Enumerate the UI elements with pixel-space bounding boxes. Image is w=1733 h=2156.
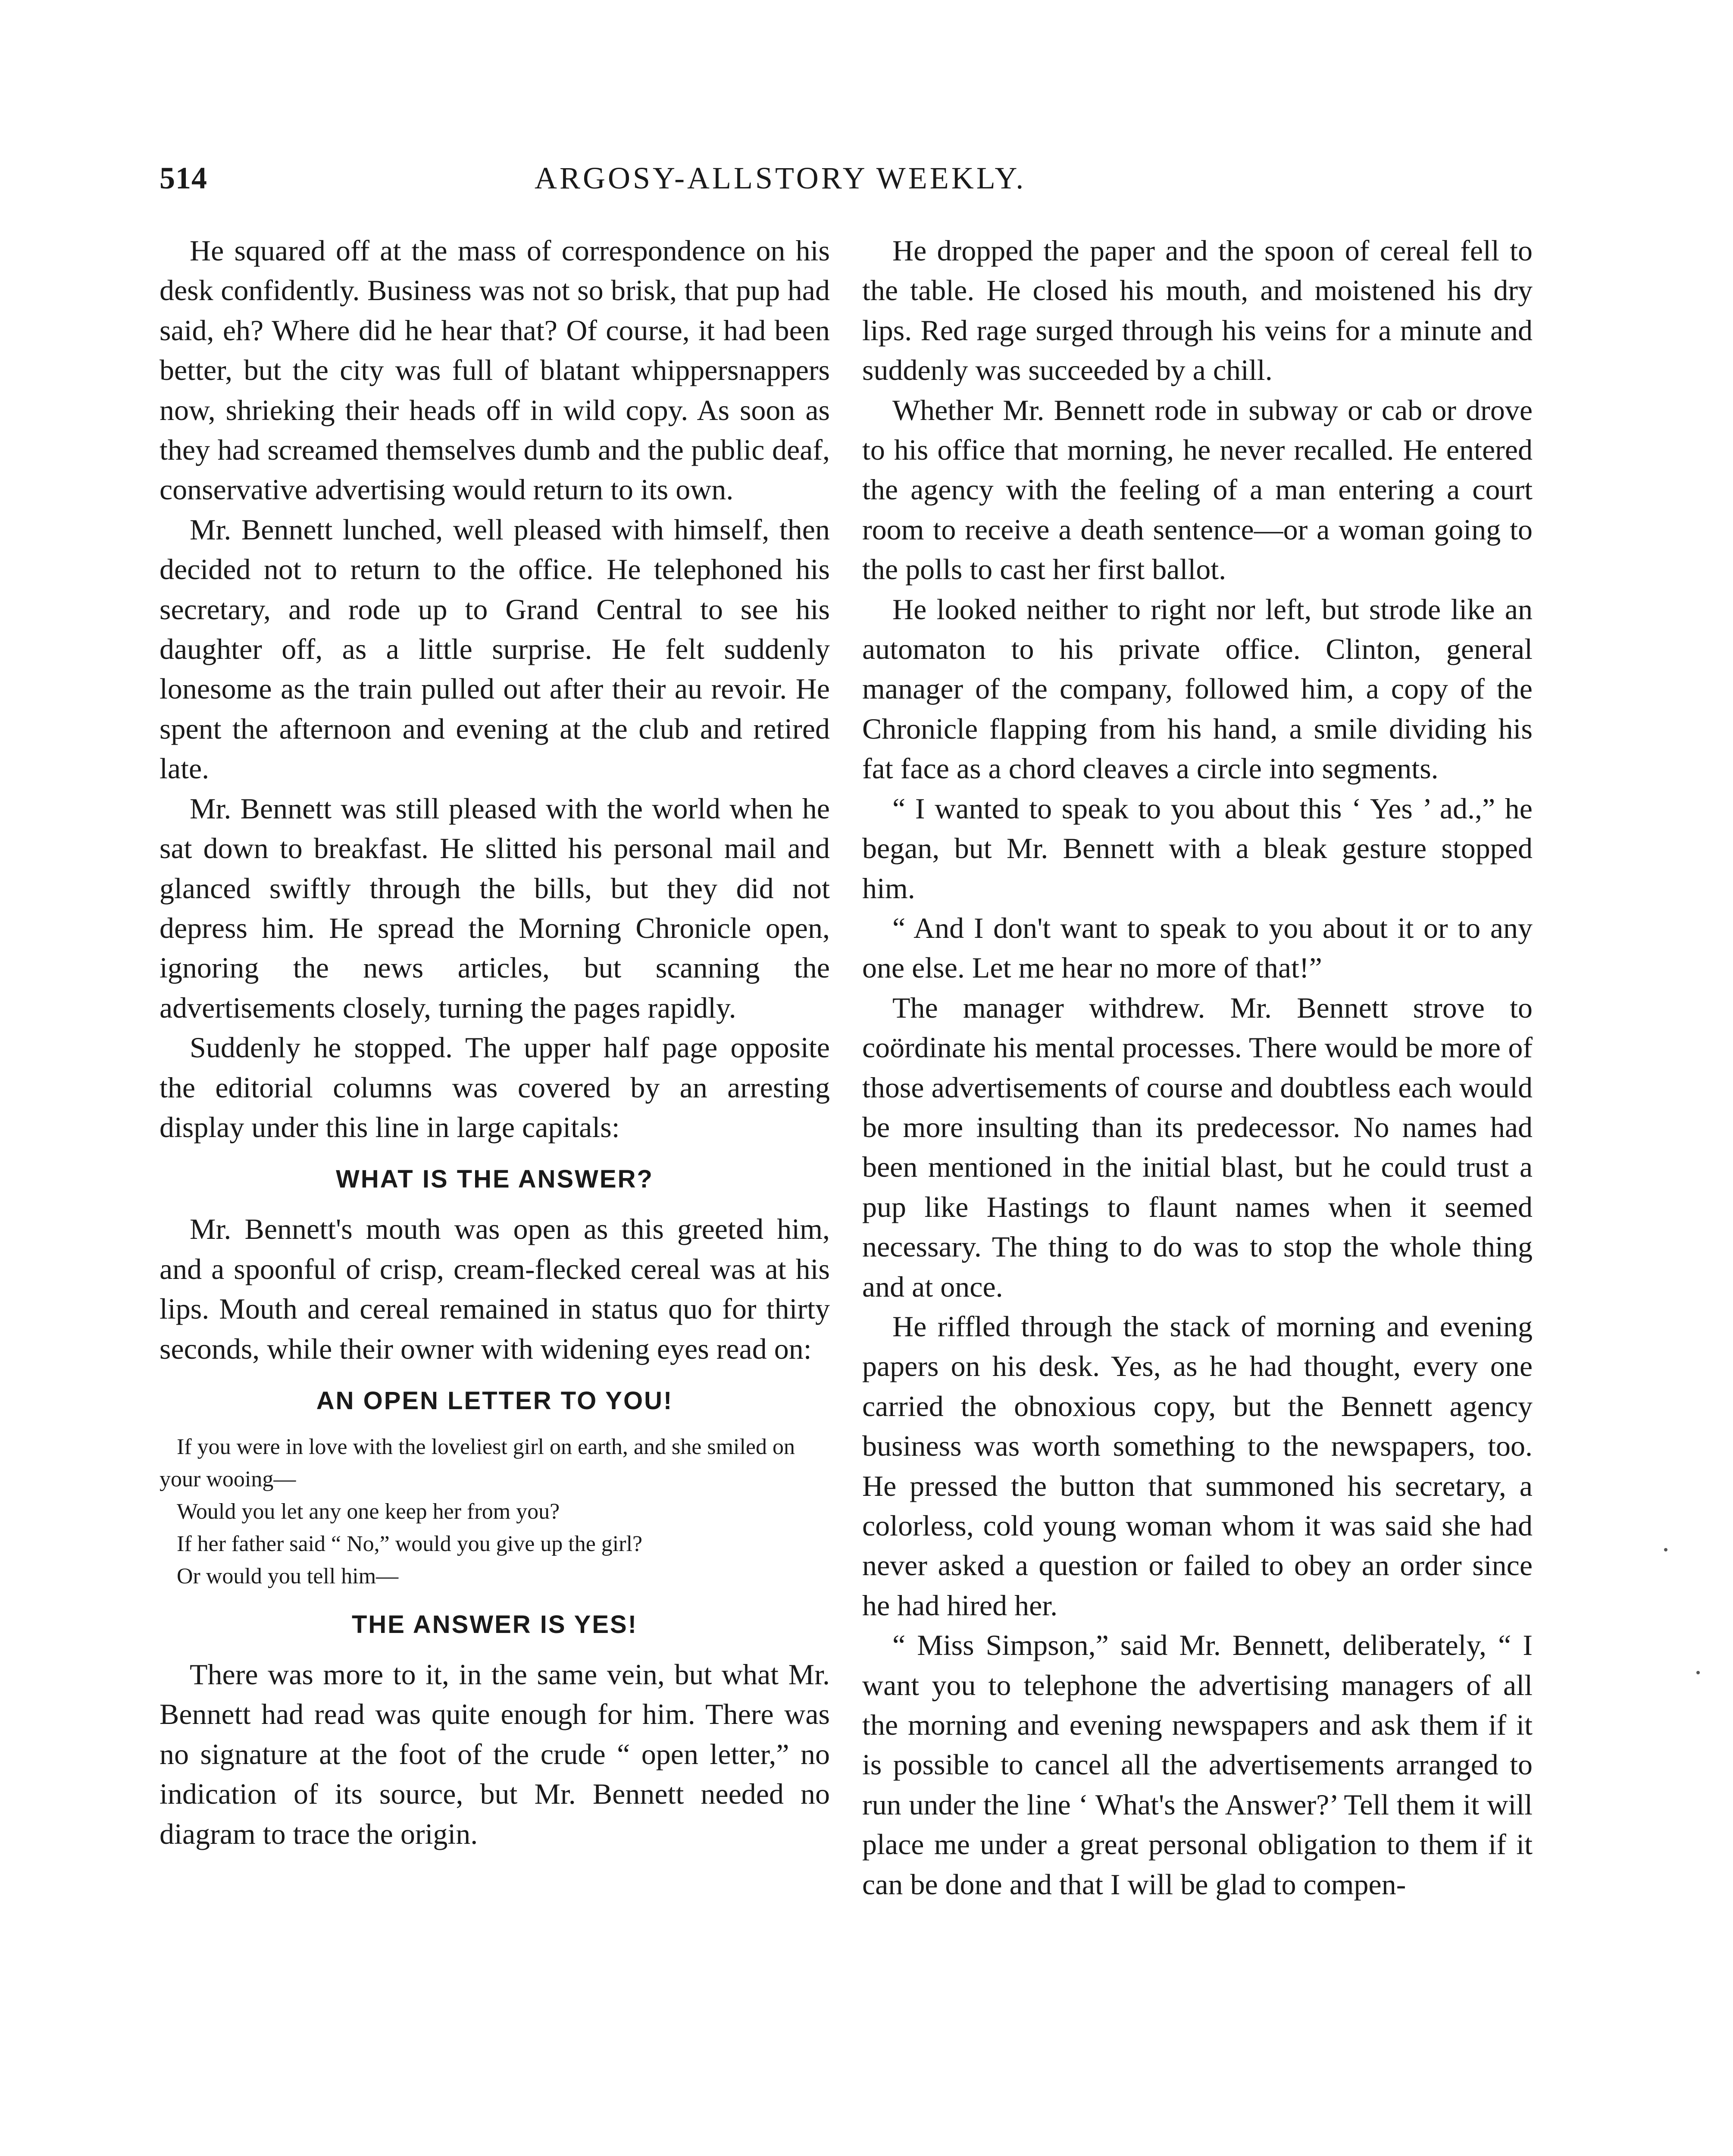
paragraph: Mr. Bennett was still pleased with the world when he sat down to breakfast. He slitted his personal mail and glanced swiftly through the bills, but they did not depress him. He spread the Morning Chronicle open, ignoring the news articles, but scanning the advertisements closely, turning the pages rapidly. [160, 792, 830, 1024]
paragraph: “ I wanted to speak to you about this ‘ Yes ’ ad.,” he began, but Mr. Bennett with a bleak gesture stopped him. [862, 792, 1533, 905]
right-column [862, 231, 1533, 1904]
letter-line: If you were in love with the loveliest girl on earth, and she smiled on your wooing— [160, 1434, 795, 1492]
open-letter-text [160, 1431, 830, 1592]
paragraph: Whether Mr. Bennett rode in subway or cab or drove to his office that morning, he never recalled. He entered the agency with the feeling of a man entering a court room to receive a death sentence—or a woman going to the polls to cast her first ballot. [862, 393, 1533, 586]
ad-heading-answer-is-yes: THE ANSWER IS YES! [351, 1610, 638, 1639]
paragraph: The manager withdrew. Mr. Bennett strove to coördinate his mental processes. There would be more of those advertisements of course and doubtless each would be more insulting than its predecessor. No names had been mentioned in the initial blast, but he could trust a pup like Hastings to flaunt names when it seemed necessary. The thing to do was to stop the whole thing and at once. [862, 991, 1533, 1303]
paragraph: “ Miss Simpson,” said Mr. Bennett, deliberately, “ I want you to telephone the advertising managers of all the morning and evening newspapers and ask them if it is possible to cancel all the advertisements arranged to run under the line ‘ What's the Answer?’ Tell them it will place me under a great personal obligation to them if it can be done and that I will be glad to compen- [862, 1629, 1533, 1901]
page-number: 514 [160, 161, 207, 195]
left-column [160, 231, 830, 1854]
paragraph: “ And I don't want to speak to you about it or to any one else. Let me hear no more of that!” [862, 911, 1533, 984]
paragraph: He dropped the paper and the spoon of cereal fell to the table. He closed his mouth, and moistened his dry lips. Red rage surged through his veins for a minute and suddenly was succeeded by a chill. [862, 234, 1533, 387]
ad-heading-open-letter: AN OPEN LETTER TO YOU! [316, 1386, 673, 1415]
running-title: ARGOSY-ALLSTORY WEEKLY. [535, 161, 1026, 195]
paragraph: Suddenly he stopped. The upper half page opposite the editorial columns was covered by an arresting display under this line in large capitals: [160, 1031, 830, 1144]
paragraph: Mr. Bennett's mouth was open as this greeted him, and a spoonful of crisp, cream-flecked cereal was at his lips. Mouth and cereal remained in status quo for thirty seconds, while their owner with widening eyes read on: [160, 1213, 830, 1365]
paragraph: He looked neither to right nor left, but strode like an automaton to his private office. Clinton, general manager of the company, followed him, a copy of the Chronicle flapping from his hand, a smile dividing his fat face as a chord cleaves a circle into segments. [862, 592, 1533, 785]
paragraph: He riffled through the stack of morning and evening papers on his desk. Yes, as he had thought, every one carried the obnoxious copy, but the Bennett agency business was worth something to the newspapers, too. He pressed the button that summoned his secretary, a colorless, cold young woman whom it was said she had never asked a question or failed to obey an order since he had hired her. [862, 1310, 1533, 1622]
ad-heading-what-is-the-answer: WHAT IS THE ANSWER? [336, 1165, 654, 1194]
paragraph: There was more to it, in the same vein, but what Mr. Bennett had read was quite enough for him. There was no signature at the foot of the crude “ open letter,” no indication of its source, but Mr. Bennett needed no diagram to trace the origin. [160, 1658, 830, 1850]
speck-mark [1696, 1671, 1700, 1674]
letter-line: Would you let any one keep her from you? [177, 1499, 560, 1524]
speck-mark [1664, 1548, 1667, 1551]
letter-line: Or would you tell him— [177, 1564, 399, 1589]
paragraph: Mr. Bennett lunched, well pleased with himself, then decided not to return to the office. He telephoned his secretary, and rode up to Grand Central to see his daughter off, as a little surprise. He felt suddenly lonesome as the train pulled out after their au revoir. He spent the afternoon and evening at the club and retired late. [160, 513, 830, 785]
running-header [0, 160, 1733, 212]
letter-line: If her father said “ No,” would you give up the girl? [177, 1531, 643, 1556]
paragraph: He squared off at the mass of correspondence on his desk confidently. Business was not so brisk, that pup had said, eh? Where did he hear that? Of course, it had been better, but the city was full of blatant whippersnappers now, shrieking their heads off in wild copy. As soon as they had screamed themselves dumb and the public deaf, conservative advertising would return to its own. [160, 234, 830, 506]
